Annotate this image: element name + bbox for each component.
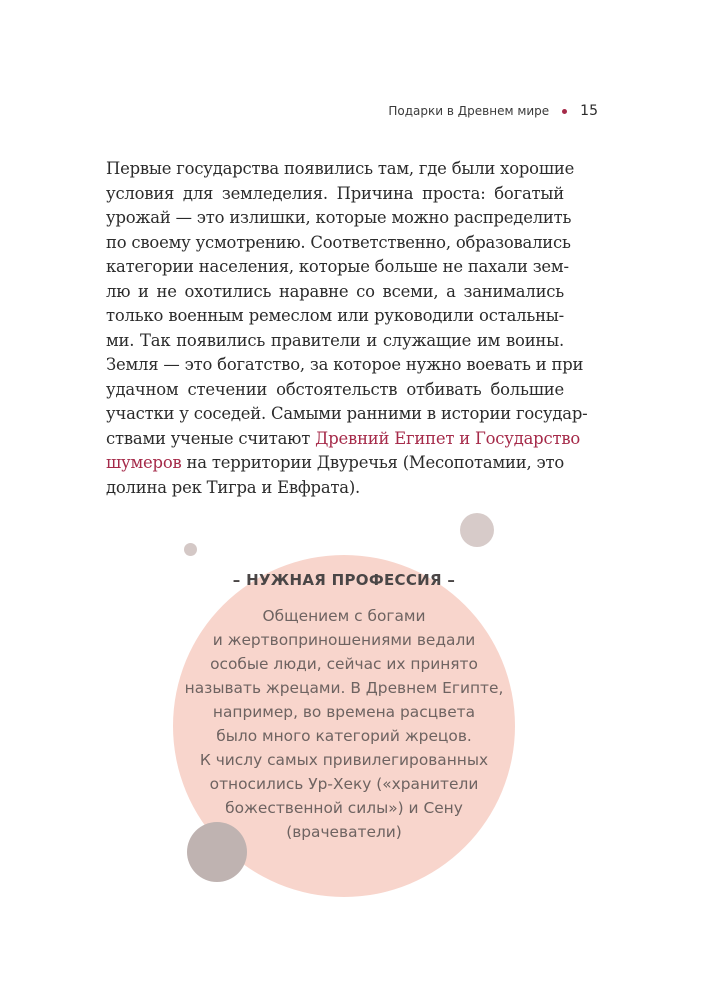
sidebar-line: (врачеватели) <box>286 823 402 841</box>
text-line <box>106 427 581 452</box>
text-line: категории населения, которые больше не пахали зем- <box>106 257 569 276</box>
sidebar-line: например, во времена расцвета <box>212 703 476 721</box>
highlighted-term: Древний Египет и Государство <box>315 428 581 448</box>
highlighted-term: шумеров <box>106 453 182 472</box>
sidebar-line: и жертвоприношениями ведали <box>212 631 476 649</box>
sidebar-line: особые люди, сейчас их принято <box>210 655 478 673</box>
sidebar-line: относились Ур-Хеку («хранители <box>209 775 479 793</box>
text-line: долина рек Тигра и Евфрата). <box>106 477 361 497</box>
decorative-circle-small <box>184 543 197 556</box>
sidebar-title: – НУЖНАЯ ПРОФЕССИЯ – <box>232 571 456 589</box>
text-line: Первые государства появились там, где были хорошие <box>106 159 575 178</box>
text-line: только военным ремеслом или руководили остальны- <box>106 306 564 325</box>
sidebar-line: Общением с богами <box>262 607 426 625</box>
bullet-dot-icon <box>562 109 567 114</box>
text-fragment: ствами ученые считают <box>106 428 316 448</box>
text-line: ми. Так появились правители и служащие им воины. <box>106 330 564 350</box>
text-line: Земля — это богатство, за которое нужно воевать и при <box>106 355 584 374</box>
text-line: лю и не охотились наравне со всеми, а занимались <box>106 281 564 301</box>
sidebar-line: называть жрецами. В Древнем Египте, <box>184 679 504 697</box>
sidebar-line: божественной силы») и Сену <box>225 799 463 817</box>
text-line: по своему усмотрению. Соответственно, образовались <box>106 232 571 252</box>
text-line: условия для земледелия. Причина проста: богатый <box>106 183 564 203</box>
text-line: удачном стечении обстоятельств отбивать большие <box>106 379 564 399</box>
running-head <box>388 103 598 119</box>
page-number: 15 <box>580 103 598 119</box>
sidebar-line: К числу самых привилегированных <box>199 751 489 769</box>
text-line <box>106 451 564 476</box>
sidebar-text <box>173 604 515 844</box>
sidebar-line: было много категорий жрецов. <box>216 727 472 745</box>
text-line: урожай — это излишки, которые можно распределить <box>106 208 572 227</box>
text-line: участки у соседей. Самыми ранними в истории государ- <box>106 404 588 423</box>
text-fragment: на территории Двуречья (Месопотамии, это <box>181 453 565 472</box>
decorative-circle-medium <box>460 513 494 547</box>
body-paragraph <box>106 157 588 500</box>
running-title: Подарки в Древнем мире <box>388 104 550 118</box>
